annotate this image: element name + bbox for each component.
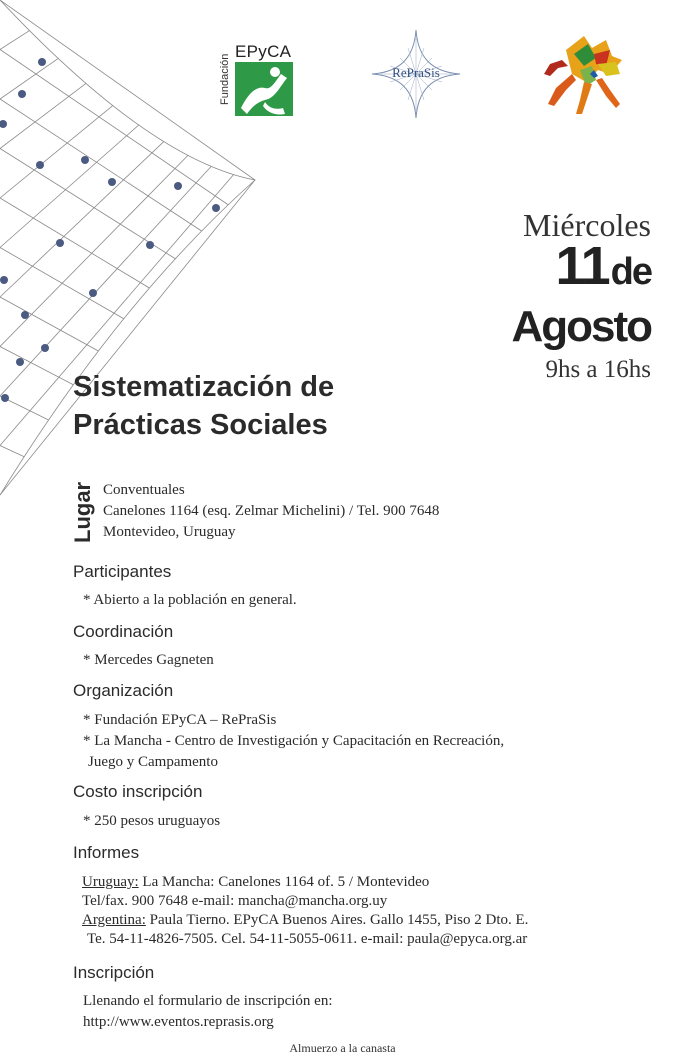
event-title-line-1: Sistematización de xyxy=(73,371,335,403)
event-day-number: 11 xyxy=(555,236,609,296)
organizacion-item-2-continued: Juego y Campamento xyxy=(88,754,218,770)
costo-item: * 250 pesos uruguayos xyxy=(83,813,221,829)
mesh-dot xyxy=(36,161,44,169)
reprasis-logo xyxy=(370,28,462,120)
participantes-item: * Abierto a la población en general. xyxy=(83,592,297,608)
informes-argentina-line-2: Te. 54-11-4826-7505. Cel. 54-11-5055-0611. e-mail: paula@epyca.org.ar xyxy=(87,931,528,947)
informes-argentina-label: Argentina: xyxy=(82,912,146,928)
lugar-line-2: Canelones 1164 (esq. Zelmar Michelini) / Tel. 900 7648 xyxy=(103,503,440,519)
event-date xyxy=(511,207,651,385)
lugar-line-1: Conventuales xyxy=(103,482,185,498)
mesh-dot xyxy=(108,178,116,186)
epyca-logo-name: EPyCA xyxy=(235,42,292,61)
lugar-address xyxy=(103,480,439,543)
organizacion-heading: Organización xyxy=(73,681,174,700)
epyca-logo xyxy=(219,42,295,116)
event-day-row xyxy=(511,236,651,303)
coordinacion-heading: Coordinación xyxy=(73,622,174,641)
informes-argentina-line-1: Paula Tierno. EPyCA Buenos Aires. Gallo 1455, Piso 2 Dto. E. xyxy=(145,912,529,928)
mesh-dot xyxy=(146,241,154,249)
event-hours: 9hs a 16hs xyxy=(545,356,651,383)
informes-uruguay-line-2: Tel/fax. 900 7648 e-mail: mancha@mancha.org.uy xyxy=(82,893,388,909)
mesh-dot xyxy=(89,289,97,297)
mesh-dot xyxy=(81,156,89,164)
event-day-de: de xyxy=(610,251,651,293)
colorful-art-logo xyxy=(536,30,628,116)
informes-uruguay-label: Uruguay: xyxy=(82,874,139,890)
lugar-label: Lugar xyxy=(70,481,95,543)
informes-heading: Informes xyxy=(73,843,140,862)
inscripcion-line-1: Llenando el formulario de inscripción en: xyxy=(83,993,333,1009)
participantes-heading: Participantes xyxy=(73,562,172,581)
inscripcion-heading: Inscripción xyxy=(73,963,155,982)
epyca-logo-vertical-text: Fundación xyxy=(219,53,231,105)
event-month: Agosto xyxy=(511,302,651,351)
mesh-dot xyxy=(16,358,24,366)
reprasis-logo-text: RePraSis xyxy=(392,65,440,80)
mesh-dot xyxy=(212,204,220,212)
informes-contacts xyxy=(82,873,528,949)
costo-heading: Costo inscripción xyxy=(73,782,203,801)
organizacion-items xyxy=(83,710,504,773)
mesh-dot xyxy=(18,90,26,98)
informes-uruguay-line-1: La Mancha: Canelones 1164 of. 5 / Montevideo xyxy=(138,874,430,890)
lugar-line-3: Montevideo, Uruguay xyxy=(103,524,236,540)
mesh-dot xyxy=(0,276,8,284)
organizacion-item-2: * La Mancha - Centro de Investigación y Capacitación en Recreación, xyxy=(83,733,505,749)
mesh-dot xyxy=(1,394,9,402)
inscripcion-body xyxy=(83,991,333,1033)
mesh-dot xyxy=(38,58,46,66)
mesh-dot xyxy=(56,239,64,247)
mesh-dot xyxy=(0,120,7,128)
event-title-line-2: Prácticas Sociales xyxy=(73,409,328,441)
event-weekday: Miércoles xyxy=(523,207,651,243)
epyca-logo-mark xyxy=(235,62,293,116)
mesh-dot xyxy=(21,311,29,319)
event-title xyxy=(73,368,334,444)
inscripcion-url: http://www.eventos.reprasis.org xyxy=(83,1014,274,1030)
mesh-dot xyxy=(174,182,182,190)
mesh-dot xyxy=(41,344,49,352)
coordinacion-item: * Mercedes Gagneten xyxy=(83,652,214,668)
organizacion-item-1: * Fundación EPyCA – RePraSis xyxy=(83,712,277,728)
footer-note: Almuerzo a la canasta xyxy=(289,1041,396,1055)
